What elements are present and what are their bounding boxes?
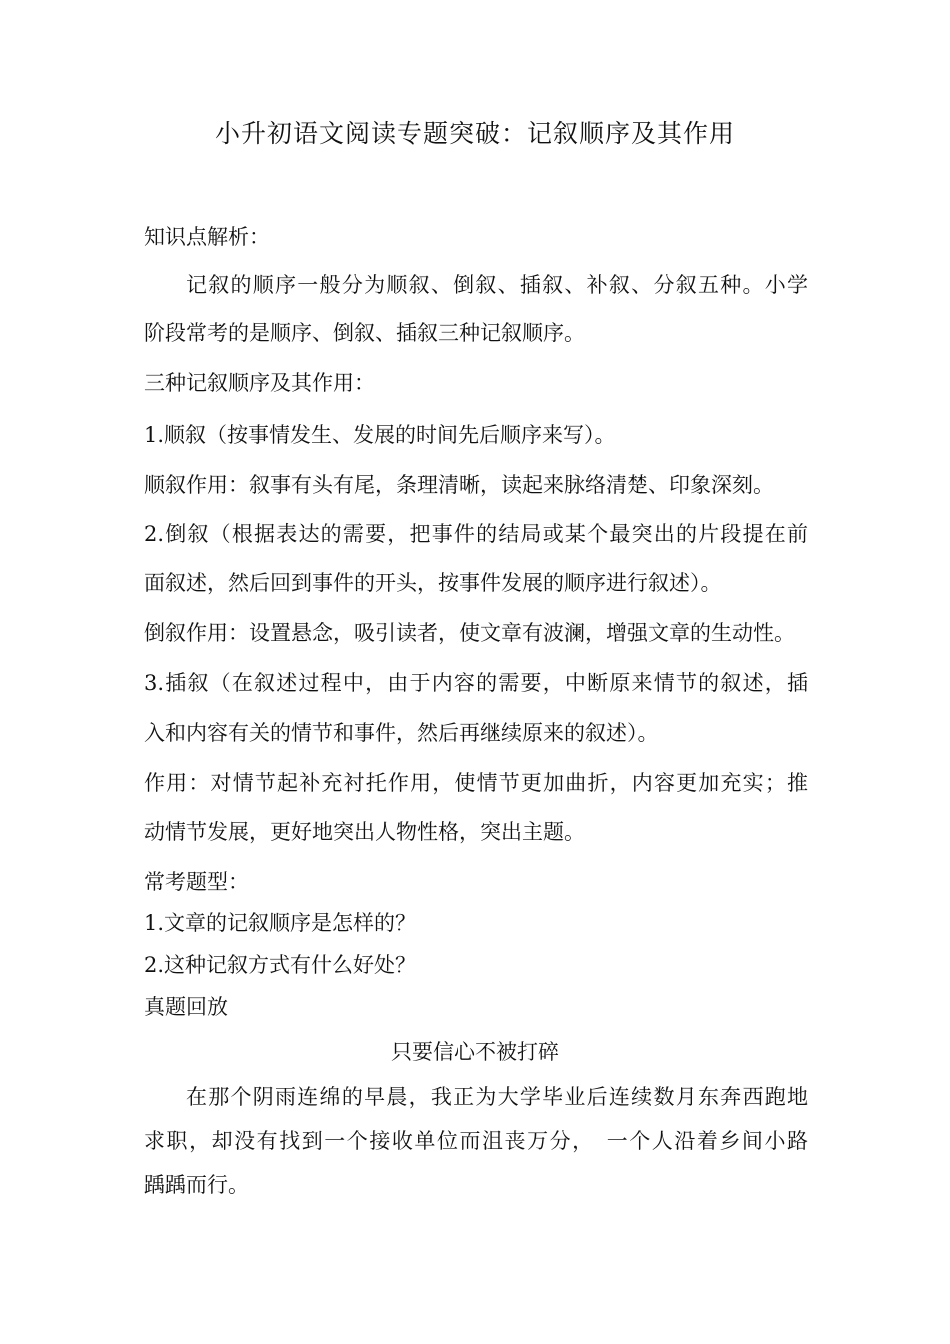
section-heading-knowledge: 知识点解析： [144,225,270,249]
paragraph-line: 记叙的顺序一般分为顺叙、倒叙、插叙、补叙、分叙五种。小学 [186,273,808,297]
passage-title: 只要信心不被打碎 [391,1040,559,1064]
passage-line: 踽踽而行。 [144,1173,249,1197]
paragraph-line: 面叙述，然后回到事件的开头，按事件发展的顺序进行叙述）。 [144,571,722,595]
list-item-flashback: 2.倒叙（根据表达的需要，把事件的结局或某个最突出的片段提在前 [144,522,808,546]
list-item-chronological: 1.顺叙（按事情发生、发展的时间先后顺序来写）。 [144,423,616,447]
section-heading-past-exam: 真题回放 [144,995,228,1019]
list-item-question: 1.文章的记叙顺序是怎样的？ [144,911,417,935]
paragraph-line: 作用：对情节起补充衬托作用，使情节更加曲折，内容更加充实；推 [144,771,808,795]
section-heading-three-orders: 三种记叙顺序及其作用： [144,371,375,395]
passage-line: 求职，却没有找到一个接收单位而沮丧万分， 一个人沿着乡间小路 [144,1129,808,1153]
paragraph-line: 倒叙作用：设置悬念，吸引读者，使文章有波澜，增强文章的生动性。 [144,621,795,645]
paragraph-line: 阶段常考的是顺序、倒叙、插叙三种记叙顺序。 [144,321,585,345]
paragraph-line: 动情节发展，更好地突出人物性格，突出主题。 [144,820,585,844]
paragraph-line: 顺叙作用：叙事有头有尾，条理清晰，读起来脉络清楚、印象深刻。 [144,473,774,497]
section-heading-question-types: 常考题型： [144,870,249,894]
document-title: 小升初语文阅读专题突破：记叙顺序及其作用 [214,119,735,148]
paragraph-line: 入和内容有关的情节和事件，然后再继续原来的叙述）。 [144,721,659,745]
passage-line: 在那个阴雨连绵的早晨，我正为大学毕业后连续数月东奔西跑地 [186,1085,808,1109]
list-item-question: 2.这种记叙方式有什么好处？ [144,953,417,977]
list-item-interpolation: 3.插叙（在叙述过程中，由于内容的需要，中断原来情节的叙述，插 [144,671,808,695]
